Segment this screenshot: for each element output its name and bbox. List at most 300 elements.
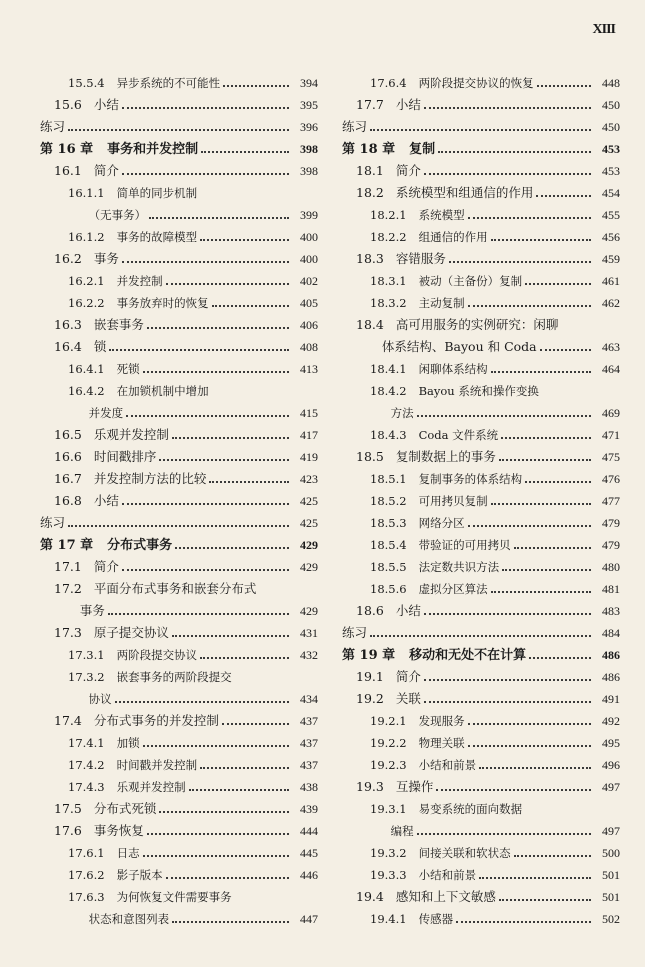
dot-leader bbox=[529, 657, 591, 659]
toc-entry-title: 被动（主备份）复制 bbox=[418, 274, 523, 288]
toc-entry-title: 加锁 bbox=[116, 736, 140, 750]
dot-leader bbox=[122, 503, 289, 505]
toc-entry-number: 16.3 bbox=[54, 317, 82, 332]
toc-entry-page: 471 bbox=[602, 428, 620, 442]
toc-entry bbox=[342, 116, 620, 138]
toc-entry bbox=[40, 270, 318, 292]
dot-leader bbox=[491, 371, 591, 373]
toc-entry-number: 18.4.1 bbox=[370, 362, 407, 376]
toc-entry-title: 分布式事务 bbox=[107, 538, 173, 553]
toc-entry-title: 复制数据上的事务 bbox=[395, 449, 496, 464]
toc-entry-page: 486 bbox=[602, 648, 620, 662]
toc-entry-page: 415 bbox=[300, 406, 318, 420]
toc-entry-page: 399 bbox=[300, 208, 318, 222]
toc-entry-title: 小结 bbox=[395, 97, 421, 112]
toc-entry bbox=[342, 226, 620, 248]
toc-entry-number: 18.2.2 bbox=[370, 230, 407, 244]
toc-entry bbox=[342, 446, 620, 468]
toc-entry-number: 16.7 bbox=[54, 471, 82, 486]
toc-entry bbox=[40, 182, 318, 204]
toc-entry bbox=[40, 798, 318, 820]
toc-entry-title: 简介 bbox=[93, 559, 119, 574]
toc-entry-page: 445 bbox=[300, 846, 318, 860]
toc-entry-page: 456 bbox=[602, 230, 620, 244]
toc-entry-title: 带验证的可用拷贝 bbox=[418, 538, 511, 552]
toc-entry bbox=[342, 578, 620, 600]
toc-entry-page: 434 bbox=[300, 692, 318, 706]
toc-entry bbox=[342, 754, 620, 776]
toc-entry-title: 主动复制 bbox=[418, 296, 465, 310]
toc-entry-title: 死锁 bbox=[116, 362, 140, 376]
toc-entry-title: 移动和无处不在计算 bbox=[409, 648, 527, 663]
toc-entry-title: 发现服务 bbox=[418, 714, 465, 728]
dot-leader bbox=[468, 525, 591, 527]
toc-entry bbox=[40, 446, 318, 468]
toc-entry bbox=[342, 358, 620, 380]
dot-leader bbox=[468, 745, 591, 747]
toc-entry-title: 事务的故障模型 bbox=[116, 230, 198, 244]
dot-leader bbox=[514, 855, 591, 857]
toc-entry-number: 19.3.1 bbox=[370, 802, 407, 816]
toc-entry bbox=[40, 578, 318, 600]
toc-entry-page: 453 bbox=[602, 164, 620, 178]
dot-leader bbox=[159, 459, 289, 461]
toc-entry bbox=[40, 732, 318, 754]
toc-entry bbox=[342, 622, 620, 644]
toc-entry bbox=[342, 72, 620, 94]
toc-entry-title: 小结 bbox=[93, 97, 119, 112]
dot-leader bbox=[147, 833, 289, 835]
dot-leader bbox=[159, 811, 289, 813]
toc-entry-title: 锁 bbox=[93, 339, 107, 354]
toc-entry-number: 19.2.2 bbox=[370, 736, 407, 750]
toc-entry-title: 异步系统的不可能性 bbox=[116, 76, 221, 90]
toc-entry bbox=[342, 600, 620, 622]
toc-entry-title: （无事务） bbox=[88, 208, 147, 222]
dot-leader bbox=[149, 217, 289, 219]
toc-entry-page: 453 bbox=[602, 142, 620, 156]
toc-entry-page: 437 bbox=[300, 758, 318, 772]
toc-entry-page: 502 bbox=[602, 912, 620, 926]
toc-entry-number: 17.6.1 bbox=[68, 846, 105, 860]
dot-leader bbox=[122, 261, 289, 263]
dot-leader bbox=[537, 85, 591, 87]
dot-leader bbox=[172, 921, 289, 923]
toc-entry-number: 16.2 bbox=[54, 251, 82, 266]
toc-entry-page: 461 bbox=[602, 274, 620, 288]
toc-entry-number: 17.6.4 bbox=[370, 76, 407, 90]
toc-entry-page: 480 bbox=[602, 560, 620, 574]
toc-entry-page: 408 bbox=[300, 340, 318, 354]
dot-leader bbox=[200, 239, 289, 241]
toc-chapter-entry bbox=[342, 644, 620, 666]
toc-entry bbox=[342, 270, 620, 292]
toc-entry-page: 448 bbox=[602, 76, 620, 90]
toc-entry-title: 小结 bbox=[93, 493, 119, 508]
toc-entry-page: 463 bbox=[602, 340, 620, 354]
toc-entry-title: 闲聊体系结构 bbox=[418, 362, 488, 376]
toc-entry-number: 18.3.2 bbox=[370, 296, 407, 310]
toc-entry-number: 18.5.3 bbox=[370, 516, 407, 530]
toc-entry-title: 原子提交协议 bbox=[93, 625, 169, 640]
dot-leader bbox=[479, 767, 591, 769]
toc-entry-number: 16.1.1 bbox=[68, 186, 105, 200]
dot-leader bbox=[502, 569, 591, 571]
dot-leader bbox=[223, 85, 289, 87]
dot-leader bbox=[172, 437, 289, 439]
toc-entry-page: 432 bbox=[300, 648, 318, 662]
toc-entry bbox=[40, 72, 318, 94]
toc-entry-page: 437 bbox=[300, 714, 318, 728]
toc-entry-title: 简介 bbox=[395, 163, 421, 178]
dot-leader bbox=[424, 613, 591, 615]
toc-entry-number: 19.1 bbox=[356, 669, 384, 684]
toc-entry bbox=[342, 468, 620, 490]
toc-entry bbox=[40, 688, 318, 710]
dot-leader bbox=[424, 701, 591, 703]
toc-entry-page: 447 bbox=[300, 912, 318, 926]
toc-entry-number: 19.3.3 bbox=[370, 868, 407, 882]
toc-entry bbox=[342, 424, 620, 446]
dot-leader bbox=[370, 635, 591, 637]
toc-entry bbox=[40, 116, 318, 138]
toc-entry bbox=[40, 754, 318, 776]
toc-entry-title: 体系结构、Bayou 和 Coda bbox=[381, 339, 537, 354]
dot-leader bbox=[370, 129, 591, 131]
toc-entry-page: 431 bbox=[300, 626, 318, 640]
toc-entry-page: 484 bbox=[602, 626, 620, 640]
toc-entry-page: 477 bbox=[602, 494, 620, 508]
toc-entry-number: 17.7 bbox=[356, 97, 384, 112]
toc-entry-page: 417 bbox=[300, 428, 318, 442]
toc-entry-title: 网络分区 bbox=[418, 516, 465, 530]
toc-entry bbox=[342, 182, 620, 204]
toc-entry bbox=[342, 556, 620, 578]
toc-entry bbox=[342, 336, 620, 358]
toc-entry-title: 复制 bbox=[409, 142, 436, 157]
toc-entry-title: 时间戳并发控制 bbox=[116, 758, 198, 772]
toc-entry-title: 协议 bbox=[88, 692, 112, 706]
toc-entry-number: 16.8 bbox=[54, 493, 82, 508]
dot-leader bbox=[499, 899, 591, 901]
toc-entry-number: 16.2.1 bbox=[68, 274, 105, 288]
toc-entry-number: 18.2 bbox=[356, 185, 384, 200]
dot-leader bbox=[147, 327, 289, 329]
toc-entry-number: 19.2.1 bbox=[370, 714, 407, 728]
toc-entry-number: 18.5.1 bbox=[370, 472, 407, 486]
toc-entry bbox=[40, 94, 318, 116]
toc-entry-title: 感知和上下文敏感 bbox=[395, 889, 496, 904]
toc-entry-page: 481 bbox=[602, 582, 620, 596]
toc-entry-number: 16.4.1 bbox=[68, 362, 105, 376]
toc-entry-title: 嵌套事务的两阶段提交 bbox=[116, 670, 232, 684]
toc-entry-page: 501 bbox=[602, 890, 620, 904]
toc-entry-title: 简介 bbox=[395, 669, 421, 684]
toc-entry bbox=[40, 710, 318, 732]
toc-entry-number: 18.5 bbox=[356, 449, 384, 464]
toc-entry-page: 425 bbox=[300, 494, 318, 508]
dot-leader bbox=[424, 107, 591, 109]
dot-leader bbox=[109, 349, 289, 351]
toc-entry-title: 练习 bbox=[342, 625, 368, 640]
toc-entry-number: 17.3.1 bbox=[68, 648, 105, 662]
toc-entry-number: 17.5 bbox=[54, 801, 82, 816]
toc-chapter-entry bbox=[40, 138, 318, 160]
dot-leader bbox=[525, 283, 591, 285]
toc-entry-number: 17.4.2 bbox=[68, 758, 105, 772]
toc-entry bbox=[40, 556, 318, 578]
toc-entry-title: 物理关联 bbox=[418, 736, 465, 750]
toc-entry-title: 互操作 bbox=[395, 779, 434, 794]
toc-entry-title: 方法 bbox=[390, 406, 414, 420]
toc-entry bbox=[40, 226, 318, 248]
toc-entry-page: 423 bbox=[300, 472, 318, 486]
toc-entry-title: 日志 bbox=[116, 846, 140, 860]
toc-entry-number: 16.4.2 bbox=[68, 384, 105, 398]
toc-entry-number: 17.6 bbox=[54, 823, 82, 838]
dot-leader bbox=[143, 371, 289, 373]
dot-leader bbox=[436, 789, 591, 791]
toc-entry bbox=[342, 314, 620, 336]
dot-leader bbox=[417, 415, 591, 417]
toc-entry bbox=[342, 512, 620, 534]
toc-entry bbox=[40, 512, 318, 534]
toc-entry-title: 事务 bbox=[79, 603, 105, 618]
toc-entry-page: 495 bbox=[602, 736, 620, 750]
toc-entry bbox=[342, 204, 620, 226]
dot-leader bbox=[468, 217, 591, 219]
toc-entry-title: 编程 bbox=[390, 824, 414, 838]
dot-leader bbox=[479, 877, 591, 879]
toc-entry-number: 18.3 bbox=[356, 251, 384, 266]
toc-entry bbox=[342, 380, 620, 402]
toc-entry bbox=[342, 688, 620, 710]
toc-entry bbox=[342, 820, 620, 842]
dot-leader bbox=[126, 415, 289, 417]
toc-entry-number: 第 18 章 bbox=[342, 142, 396, 157]
toc-entry-number: 17.2 bbox=[54, 581, 82, 596]
toc-entry-number: 第 19 章 bbox=[342, 648, 396, 663]
toc-entry-title: 时间戳排序 bbox=[93, 449, 157, 464]
toc-entry-page: 496 bbox=[602, 758, 620, 772]
toc-entry-title: 传感器 bbox=[418, 912, 454, 926]
toc-entry-page: 459 bbox=[602, 252, 620, 266]
toc-entry-page: 450 bbox=[602, 98, 620, 112]
toc-entry-number: 18.5.2 bbox=[370, 494, 407, 508]
toc-entry-title: 系统模型和组通信的作用 bbox=[395, 185, 534, 200]
toc-entry-page: 475 bbox=[602, 450, 620, 464]
toc-entry-title: 影子版本 bbox=[116, 868, 163, 882]
toc-entry bbox=[40, 864, 318, 886]
toc-entry-number: 18.4.2 bbox=[370, 384, 407, 398]
toc-entry-page: 486 bbox=[602, 670, 620, 684]
dot-leader bbox=[424, 679, 591, 681]
toc-entry bbox=[40, 204, 318, 226]
dot-leader bbox=[189, 789, 289, 791]
dot-leader bbox=[143, 745, 289, 747]
toc-entry bbox=[40, 908, 318, 930]
toc-entry-number: 19.2.3 bbox=[370, 758, 407, 772]
toc-entry bbox=[342, 864, 620, 886]
toc-column-left bbox=[40, 72, 318, 930]
toc-entry bbox=[342, 292, 620, 314]
toc-entry-title: 关联 bbox=[395, 691, 421, 706]
toc-entry bbox=[40, 292, 318, 314]
toc-entry-title: 分布式死锁 bbox=[93, 801, 157, 816]
toc-entry-number: 16.5 bbox=[54, 427, 82, 442]
toc-entry bbox=[40, 424, 318, 446]
toc-entry-title: 在加锁机制中增加 bbox=[116, 384, 209, 398]
toc-entry bbox=[40, 336, 318, 358]
toc-entry-number: 18.6 bbox=[356, 603, 384, 618]
toc-entry-page: 450 bbox=[602, 120, 620, 134]
toc-entry-title: 事务恢复 bbox=[93, 823, 144, 838]
toc-entry bbox=[342, 710, 620, 732]
toc-entry-page: 464 bbox=[602, 362, 620, 376]
toc-entry-page: 406 bbox=[300, 318, 318, 332]
toc-column-right bbox=[342, 72, 620, 930]
toc-entry-page: 497 bbox=[602, 824, 620, 838]
dot-leader bbox=[166, 283, 289, 285]
toc-entry-number: 18.2.1 bbox=[370, 208, 407, 222]
toc-entry-number: 15.5.4 bbox=[68, 76, 105, 90]
toc-entry-page: 400 bbox=[300, 252, 318, 266]
toc-entry-title: 间接关联和软状态 bbox=[418, 846, 511, 860]
dot-leader bbox=[456, 921, 591, 923]
dot-leader bbox=[200, 657, 289, 659]
toc-entry-title: 高可用服务的实例研究：闲聊 bbox=[395, 317, 559, 332]
toc-entry-number: 19.3.2 bbox=[370, 846, 407, 860]
toc-entry bbox=[40, 468, 318, 490]
toc-entry-title: 并发控制 bbox=[116, 274, 163, 288]
toc-entry-number: 第 17 章 bbox=[40, 538, 94, 553]
toc-entry bbox=[40, 490, 318, 512]
toc-entry-title: 分布式事务的并发控制 bbox=[93, 713, 219, 728]
toc-chapter-entry bbox=[40, 534, 318, 556]
dot-leader bbox=[468, 723, 591, 725]
toc-entry-title: 易变系统的面向数据 bbox=[418, 802, 523, 816]
dot-leader bbox=[122, 107, 289, 109]
toc-entry-title: 可用拷贝复制 bbox=[418, 494, 488, 508]
toc-entry bbox=[342, 732, 620, 754]
toc-entry bbox=[40, 886, 318, 908]
toc-entry-title: 复制事务的体系结构 bbox=[418, 472, 523, 486]
dot-leader bbox=[68, 129, 289, 131]
dot-leader bbox=[200, 767, 289, 769]
toc-entry-title: 简单的同步机制 bbox=[116, 186, 198, 200]
toc-entry-number: 17.4 bbox=[54, 713, 82, 728]
toc-entry-number: 18.3.1 bbox=[370, 274, 407, 288]
toc-entry bbox=[40, 160, 318, 182]
toc-entry-number: 17.6.3 bbox=[68, 890, 105, 904]
toc-entry-title: 嵌套事务 bbox=[93, 317, 144, 332]
dot-leader bbox=[122, 173, 289, 175]
dot-leader bbox=[222, 723, 289, 725]
toc-entry-page: 437 bbox=[300, 736, 318, 750]
toc-entry-title: 小结和前景 bbox=[418, 758, 477, 772]
toc-entry-title: 平面分布式事务和嵌套分布式 bbox=[93, 581, 257, 596]
toc-entry-number: 19.3 bbox=[356, 779, 384, 794]
dot-leader bbox=[438, 151, 591, 153]
dot-leader bbox=[172, 635, 289, 637]
dot-leader bbox=[424, 173, 591, 175]
toc-entry-number: 16.2.2 bbox=[68, 296, 105, 310]
toc-entry-title: 事务放弃时的恢复 bbox=[116, 296, 209, 310]
toc-entry bbox=[40, 842, 318, 864]
toc-entry-title: 小结和前景 bbox=[418, 868, 477, 882]
dot-leader bbox=[115, 701, 289, 703]
dot-leader bbox=[122, 569, 289, 571]
dot-leader bbox=[491, 503, 591, 505]
dot-leader bbox=[525, 481, 591, 483]
toc-entry-number: 19.4 bbox=[356, 889, 384, 904]
dot-leader bbox=[108, 613, 289, 615]
toc-entry-page: 398 bbox=[300, 142, 318, 156]
toc-entry-title: Bayou 系统和操作变换 bbox=[418, 384, 539, 398]
toc-entry-page: 479 bbox=[602, 516, 620, 530]
dot-leader bbox=[201, 151, 289, 153]
toc-entry-title: 并发度 bbox=[88, 406, 124, 420]
toc-entry-title: 组通信的作用 bbox=[418, 230, 488, 244]
toc-entry bbox=[40, 622, 318, 644]
toc-entry bbox=[342, 908, 620, 930]
toc-entry-title: 事务和并发控制 bbox=[107, 142, 199, 157]
toc-entry bbox=[40, 820, 318, 842]
toc-entry-number: 16.4 bbox=[54, 339, 82, 354]
dot-leader bbox=[166, 877, 289, 879]
toc-entry-number: 18.5.6 bbox=[370, 582, 407, 596]
dot-leader bbox=[501, 437, 591, 439]
toc-entry-title: 法定数共识方法 bbox=[418, 560, 500, 574]
toc-entry-title: 练习 bbox=[40, 119, 66, 134]
toc-entry-page: 462 bbox=[602, 296, 620, 310]
toc-entry-page: 438 bbox=[300, 780, 318, 794]
toc-entry bbox=[342, 160, 620, 182]
toc-entry bbox=[342, 402, 620, 424]
toc-entry-page: 476 bbox=[602, 472, 620, 486]
toc-entry-page: 455 bbox=[602, 208, 620, 222]
toc-entry-page: 413 bbox=[300, 362, 318, 376]
toc-entry-title: 两阶段提交协议 bbox=[116, 648, 198, 662]
toc-entry-page: 479 bbox=[602, 538, 620, 552]
toc-entry bbox=[40, 248, 318, 270]
toc-entry-page: 429 bbox=[300, 560, 318, 574]
dot-leader bbox=[514, 547, 591, 549]
toc-entry-number: 17.4.3 bbox=[68, 780, 105, 794]
dot-leader bbox=[212, 305, 289, 307]
toc-entry bbox=[342, 886, 620, 908]
toc-entry-title: 状态和意图列表 bbox=[88, 912, 170, 926]
toc-entry bbox=[342, 842, 620, 864]
toc-entry-page: 492 bbox=[602, 714, 620, 728]
toc-entry-page: 497 bbox=[602, 780, 620, 794]
toc-entry-number: 19.4.1 bbox=[370, 912, 407, 926]
toc-entry-page: 483 bbox=[602, 604, 620, 618]
dot-leader bbox=[175, 547, 289, 549]
dot-leader bbox=[491, 239, 591, 241]
toc-entry-number: 18.1 bbox=[356, 163, 384, 178]
toc-entry-page: 425 bbox=[300, 516, 318, 530]
toc-entry bbox=[40, 600, 318, 622]
toc-entry-number: 19.2 bbox=[356, 691, 384, 706]
toc-entry-page: 402 bbox=[300, 274, 318, 288]
toc-entry bbox=[342, 94, 620, 116]
toc-entry-number: 17.1 bbox=[54, 559, 82, 574]
toc-entry-title: 小结 bbox=[395, 603, 421, 618]
toc-entry-number: 17.4.1 bbox=[68, 736, 105, 750]
toc-entry-number: 18.5.5 bbox=[370, 560, 407, 574]
toc-entry-page: 429 bbox=[300, 604, 318, 618]
